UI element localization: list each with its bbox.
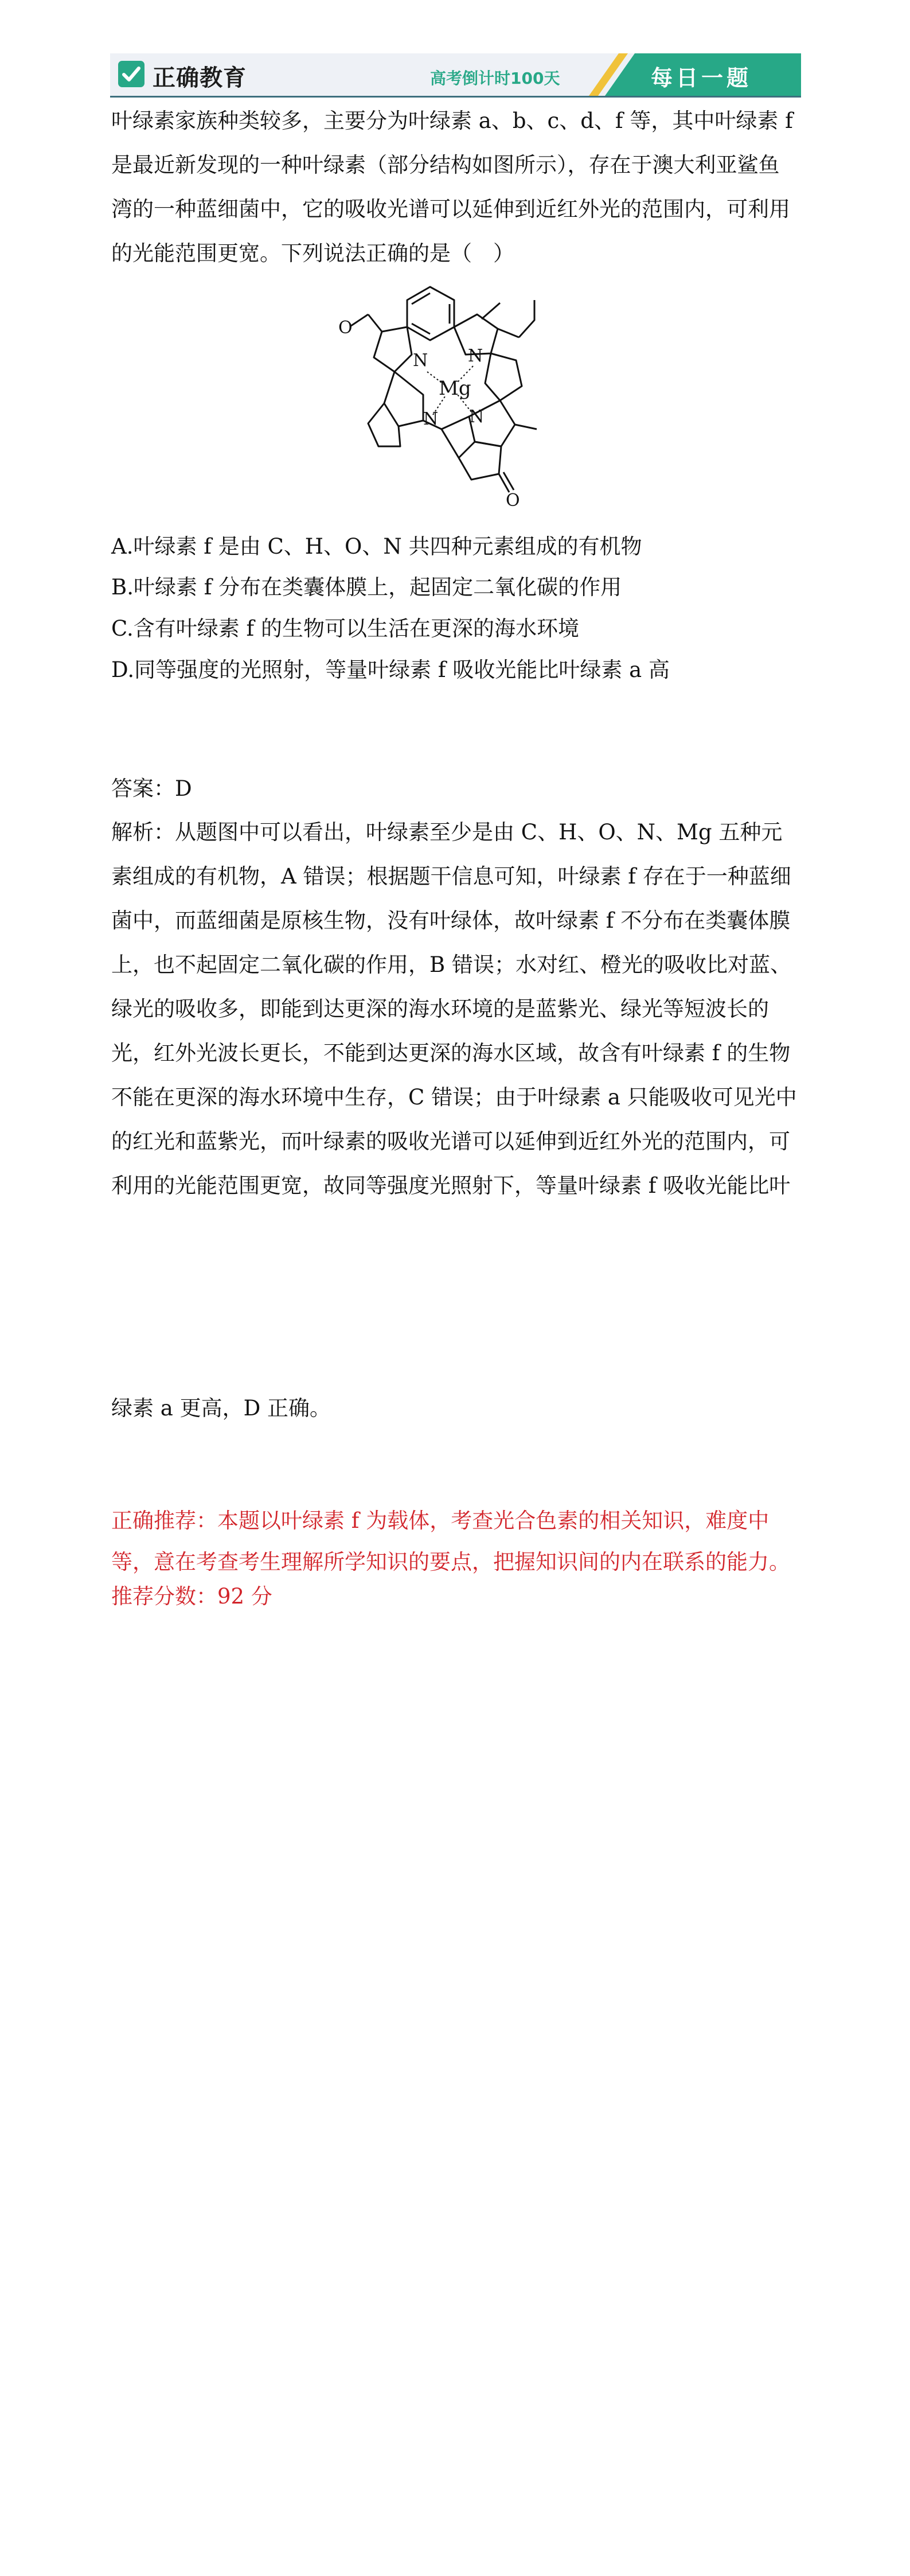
recommended-score: 推荐分数：92 分 — [111, 1584, 272, 1609]
nitrogen-label-3: N — [423, 409, 439, 429]
analysis-tail: 绿素 a 更高，D 正确。 — [111, 1396, 331, 1421]
option-b: B.叶绿素 f 分布在类囊体膜上，起固定二氧化碳的作用 — [111, 575, 622, 600]
oxygen-label-left: O — [338, 318, 353, 338]
logo-text: 正确教育 — [153, 65, 247, 91]
oxygen-label-bottom: O — [506, 491, 520, 511]
option-c: C.含有叶绿素 f 的生物可以生活在更深的海水环境 — [111, 616, 579, 641]
nitrogen-label-2: N — [468, 346, 483, 366]
nitrogen-label-1: N — [413, 351, 428, 371]
recommendation-text: 正确推荐：本题以叶绿素 f 为载体，考查光合色素的相关知识，难度中等，意在考查考生理解所学知识的要点，把握知识间的内在联系的能力。 — [111, 1508, 790, 1574]
question-stem: 叶绿素家族种类较多，主要分为叶绿素 a、b、c、d、f 等，其中叶绿素 f 是最近新发现的一种叶绿素（部分结构如图所示），存在于澳大利亚鲨鱼湾的一种蓝细菌中，它的吸收光谱可以延伸到近红外光的范围内，可利用的光能范围更宽。下列说法正确的是（ ） — [111, 108, 793, 266]
header-banner — [110, 53, 801, 98]
chlorophyll-f-structure-diagram — [321, 274, 591, 521]
nitrogen-label-4: N — [469, 407, 485, 427]
answer-line: 答案：D — [111, 776, 192, 801]
option-a: A.叶绿素 f 是由 C、H、O、N 共四种元素组成的有机物 — [111, 534, 642, 559]
option-d: D.同等强度的光照射，等量叶绿素 f 吸收光能比叶绿素 a 高 — [111, 657, 670, 682]
magnesium-label: Mg — [439, 377, 471, 400]
analysis-text: 解析：从题图中可以看出，叶绿素至少是由 C、H、O、N、Mg 五种元素组成的有机物，A 错误；根据题干信息可知，叶绿素 f 存在于一种蓝细菌中，而蓝细菌是原核生物，没有叶绿体，故叶绿素 f 不分布在类囊体膜上，也不起固定二氧化碳的作用，B 错误；水对红、橙光的吸收比对蓝、绿光的吸收多，即能到达更深的海水环境的是蓝紫光、绿光等短波长的光，红外光波长更长，不能到达更深的海水区域，故含有叶绿素 f 的生物不能在更深的海水环境中生存，C 错误；由于叶绿素 a 只能吸收可见光中的红光和蓝紫光，而叶绿素的吸收光谱可以延伸到近红外光的范围内，可利用的光能范围更宽，故同等强度光照射下，等量叶绿素 f 吸收光能比叶 — [111, 820, 797, 1198]
daily-question-label: 每日一题 — [651, 65, 752, 91]
check-icon — [118, 61, 144, 87]
countdown-text: 高考倒计时100天 — [430, 69, 560, 88]
